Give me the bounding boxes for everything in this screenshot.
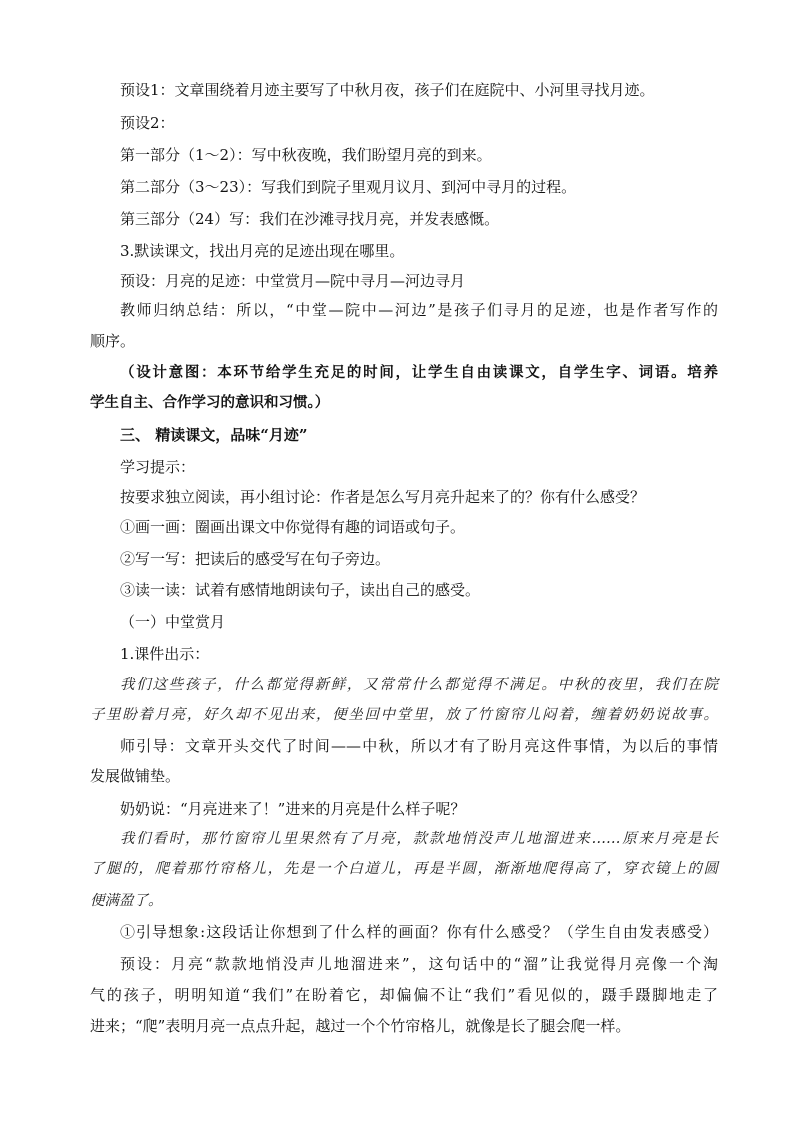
section-heading: 三、 精读课文，品味“月迹” xyxy=(120,426,308,444)
subsection-heading: （一）中堂赏月 xyxy=(120,613,226,631)
paragraph-line: 第二部分（3～23）：写我们到院子里观月议月、到河中寻月的过程。 xyxy=(120,178,577,196)
list-item: ③读一读：试着有感情地朗读句子，读出自己的感受。 xyxy=(120,581,481,599)
paragraph-line: 发展做铺垫。 xyxy=(90,767,181,785)
paragraph-line: 第三部分（24）写：我们在沙滩寻找月亮，并发表感慨。 xyxy=(120,210,500,228)
paragraph-line: 预设：月亮“款款地悄没声儿地溜进来”，这句话中的“溜”让我觉得月亮像一个淘 xyxy=(120,955,718,973)
paragraph-line: ①引导想象:这段话让你想到了什么样的画面？你有什么感受？（学生自由发表感受） xyxy=(120,923,718,941)
text-excerpt: 我们这些孩子，什么都觉得新鲜，又常常什么都觉得不满足。中秋的夜里，我们在院 xyxy=(120,677,718,693)
list-item: ②写一写：把读后的感受写在句子旁边。 xyxy=(120,550,391,568)
text-excerpt: 子里盼着月亮，好久却不见出来，便坐回中堂里，放了竹窗帘儿闷着，缠着奶奶说故事。 xyxy=(90,707,718,723)
paragraph-line: 按要求独立阅读，再小组讨论：作者是怎么写月亮升起来了的？你有什么感受？ xyxy=(120,488,646,506)
text-excerpt: 我们看时，那竹窗帘儿里果然有了月亮，款款地悄没声儿地溜进来……原来月亮是长 xyxy=(120,831,718,847)
text-excerpt: 了腿的，爬着那竹帘格儿，先是一个白道儿，再是半圆，渐渐地爬得高了，穿衣镜上的圆 xyxy=(90,861,718,877)
paragraph-line: 1.课件出示： xyxy=(120,645,210,663)
paragraph-line: 3.默读课文，找出月亮的足迹出现在哪里。 xyxy=(120,242,405,260)
paragraph-line: 预设1：文章围绕着月迹主要写了中秋月夜，孩子们在庭院中、小河里寻找月迹。 xyxy=(120,81,655,99)
paragraph-line: 第一部分（1～2）：写中秋夜晚，我们盼望月亮的到来。 xyxy=(120,146,492,164)
list-item: ①画一画：圈画出课文中你觉得有趣的词语或句子。 xyxy=(120,518,466,536)
text-excerpt: 便满盈了。 xyxy=(90,893,163,909)
paragraph-line: 进来；“爬”表明月亮一点点升起，越过一个个竹帘格儿，就像是长了腿会爬一样。 xyxy=(90,1017,631,1035)
paragraph-line: 学习提示： xyxy=(120,458,196,476)
design-intent-note: （设计意图：本环节给学生充足的时间，让学生自由读课文，自学生字、词语。培养 xyxy=(120,364,718,381)
paragraph-line: 教师归纳总结：所以，“中堂—院中—河边”是孩子们寻月的足迹，也是作者写作的 xyxy=(120,301,718,319)
paragraph-line: 预设2： xyxy=(120,114,175,132)
paragraph-line: 顺序。 xyxy=(90,332,136,350)
paragraph-line: 师引导：文章开头交代了时间——中秋，所以才有了盼月亮这件事情，为以后的事情 xyxy=(120,737,718,755)
paragraph-line: 预设：月亮的足迹：中堂赏月—院中寻月—河边寻月 xyxy=(120,272,466,290)
design-intent-note: 学生自主、合作学习的意识和习惯。） xyxy=(90,394,330,411)
paragraph-line: 奶奶说：“月亮进来了！”进来的月亮是什么样子呢？ xyxy=(120,800,466,818)
paragraph-line: 气的孩子，明明知道“我们”在盼着它，却偏偏不让“我们”看见似的，蹑手蹑脚地走了 xyxy=(90,986,718,1004)
